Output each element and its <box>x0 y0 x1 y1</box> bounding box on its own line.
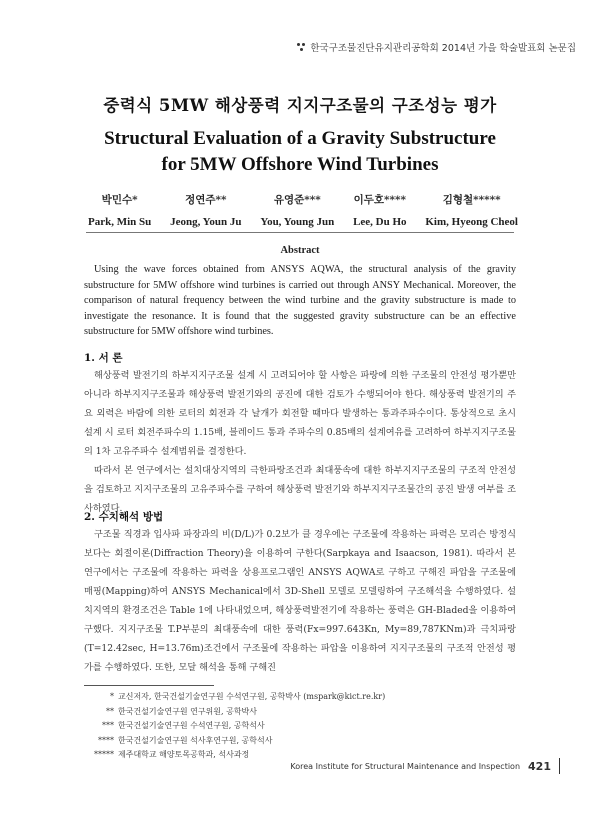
author-name-english: Park, Min Su <box>88 216 152 228</box>
footnote-mark: *** <box>102 721 114 730</box>
footnote-text: 제주대학교 해양토목공학과, 석사과정 <box>118 750 250 759</box>
author-list <box>88 192 518 228</box>
footnote-mark: * <box>110 692 114 701</box>
footnote-mark: **** <box>98 735 114 745</box>
author <box>353 192 406 228</box>
author <box>425 192 518 228</box>
journal-name: 한국구조물진단유지관리공학회 2014년 가을 학술발표회 논문집 <box>310 43 576 54</box>
footnote-text: 한국건설기술연구원 석사후연구원, 공학석사 <box>118 735 273 745</box>
paragraph: 해상풍력 발전기의 하부지지구조물 설계 시 고려되어야 할 사항은 파랑에 의한 구조물의 안전성 평가뿐만 아니라 하부지지구조물과 해상풍력 발전기와의 공진에 대한 검토가 수행되어야 한다. 해상풍력 발전기의 주요 외력은 바람에 의한 로터의 회전과 각 날개가 회전할 때마다 발생하는 통과주파수이다. 통상적으로 초시 설계 시 로터 회전주파수의 1.15배, 블레이드 통과 주파수의 0.85배의 설계여유를 고려하여 하부지지구조물의 1차 고유주파수 설계범위를 결정한다. <box>84 370 516 457</box>
footnote-mark: ***** <box>94 750 114 759</box>
author-name-english: Jeong, Youn Ju <box>170 216 242 228</box>
running-header <box>297 40 576 54</box>
author-name-korean: 박민수* <box>101 194 138 206</box>
author <box>260 192 334 228</box>
footnote <box>84 719 504 734</box>
footnote-text: 한국건설기술연구원 수석연구원, 공학석사 <box>118 721 265 730</box>
section-body-method <box>84 525 516 677</box>
footnote-text: 한국건설기술연구원 연구위원, 공학박사 <box>118 706 258 716</box>
section-body-introduction <box>84 366 516 518</box>
paragraph: 구조물 직경과 입사파 파장과의 비(D/L)가 0.2보가 클 경우에는 구조물에 작용하는 파력은 모리슨 방정식 보다는 회절이론(Diffraction Theory)을 이용하여 구한다(Sarpkaya and Isaacson, 1981). 따라서 본 연구에서는 구조물에 작용하는 파력을 상용프로그램인 ANSYS AQWA로 구하고 구해진 파압을 구조물에 매핑(Mapping)하여 ANSYS Mechanical에서 3D-Shell 모델로 모델링하여 구조해석을 수행하였다. 설치지역의 환경조건은 Table 1에 나타내었으며, 해상풍력발전기에 작용하는 풍력은 GH-Bladed을 이용하여 구했다. 지지구조물 T.P부분의 최대풍속에 대한 풍력(Fx=997.643Kn, My=89,787KNm)과 극치파랑(T=12.42sec, H=13.76m)조건에서 구조물에 작용하는 파압을 이용하여 지지구조물의 구조적 안전성 평가를 수행하였다. 또한, 모달 해석을 통해 구해진 <box>84 529 516 673</box>
section-title-method: 2. 수치해석 방법 <box>84 511 164 523</box>
page-number: 421 <box>528 759 551 773</box>
author-name-english: Kim, Hyeong Cheol <box>425 216 518 228</box>
footer-organization: Korea Institute for Structural Maintenance and Inspection <box>290 761 521 771</box>
title-korean: 중력식 5MW 해상풍력 지지구조물의 구조성능 평가 <box>103 96 497 115</box>
footnote-mark: ** <box>106 706 114 716</box>
divider <box>86 232 514 233</box>
dots-icon <box>297 43 306 52</box>
author-name-korean: 이두호**** <box>353 194 406 206</box>
section-title-introduction: 1. 서 론 <box>84 352 123 364</box>
author-name-korean: 정연주** <box>185 194 227 206</box>
author <box>88 192 151 228</box>
abstract-heading: Abstract <box>280 245 320 256</box>
footnote <box>84 734 504 749</box>
author-name-korean: 김형철***** <box>442 194 501 206</box>
abstract-text: Using the wave forces obtained from ANSYS AQWA, the structural analysis of the gravity substructure for 5MW offshore wind turbines is carried out through ANSY Mechanical. Moreover, the comparison of natural frequency between the wind turbine and the gravity substructure is made to investigate the resonance. It is found that the suggested gravity substructure can be an effective substructure for 5MW offshore wind turbines. <box>84 264 516 337</box>
author-name-english: You, Young Jun <box>260 216 335 228</box>
footnote-text: 교신저자, 한국건설기술연구원 수석연구원, 공학박사 (mspark@kict.re.kr) <box>118 692 386 701</box>
author <box>170 192 241 228</box>
title-english-line-2: for 5MW Offshore Wind Turbines <box>161 154 439 175</box>
paragraph: 따라서 본 연구에서는 설치대상지역의 극한파랑조건과 최대풍속에 대한 하부지지구조물의 구조적 안전성을 검토하고 지지구조물의 고유주파수를 구하여 해상풍력 발전기와 하부지지구조물간의 공진 발생 여부를 조사하였다. <box>84 465 516 514</box>
footer-bar <box>559 758 560 774</box>
title-english-line-1: Structural Evaluation of a Gravity Substructure <box>104 128 496 149</box>
footnote <box>84 690 504 705</box>
title-english <box>0 126 600 178</box>
page-footer <box>290 758 560 774</box>
footnotes <box>84 690 504 763</box>
footnote <box>84 705 504 720</box>
footnote-divider <box>84 685 214 686</box>
author-name-korean: 유영준*** <box>273 194 321 206</box>
author-name-english: Lee, Du Ho <box>353 216 407 228</box>
